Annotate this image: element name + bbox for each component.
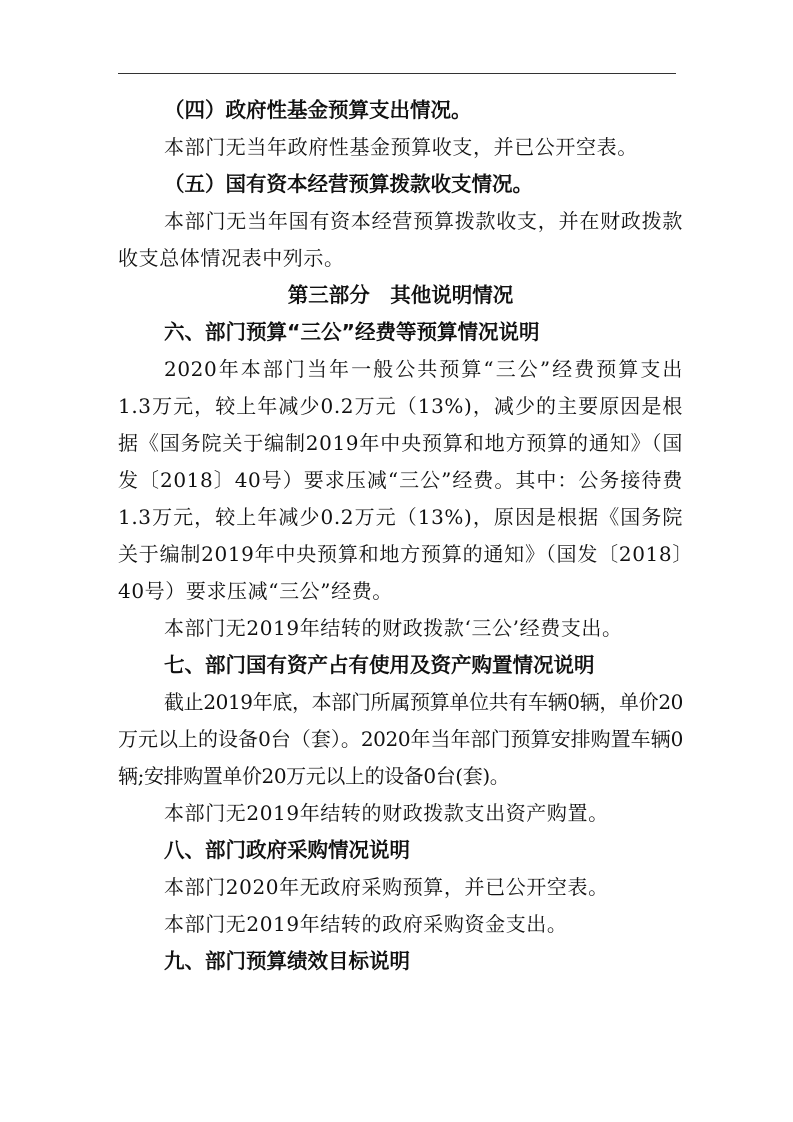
heading-government-fund-expenditure: （四）政府性基金预算支出情况。 (164, 98, 472, 122)
heading-state-assets: 七、部门国有资产占有使用及资产购置情况说明 (164, 653, 595, 677)
heading-government-procurement: 八、部门政府采购情况说明 (164, 838, 410, 862)
paragraph-procurement-carryover: 本部门无2019年结转的政府采购资金支出。 (164, 912, 568, 936)
header-rule (118, 73, 676, 74)
paragraph-vehicles-equipment: 截止2019年底，本部门所属预算单位共有车辆0辆，单价20万元以上的设备0台（套）。2020年当年部门预算安排购置车辆0辆;安排购置单价20万元以上的设备0台(套)。 (118, 690, 683, 788)
paragraph-three-public-carryover: 本部门无2019年结转的财政拨款‘三公’经费支出。 (164, 616, 623, 640)
paragraph-three-public-expenses-detail: 2020年本部门当年一般公共预算“三公”经费预算支出1.3万元，较上年减少0.2万元（13%)，减少的主要原因是根据《国务院关于编制2019年中央预算和地方预算的通知》（国发〔2018〕40号）要求压减“三公”经费。其中：公务接待费1.3万元，较上年减少0.2万元（13%)，原因是根据《国务院关于编制2019年中央预算和地方预算的通知》（国发〔2018〕40号）要求压减“三公”经费。 (118, 357, 683, 603)
paragraph-government-fund-note: 本部门无当年政府性基金预算收支，并已公开空表。 (164, 135, 638, 159)
document-body (118, 92, 683, 980)
heading-performance-goals: 九、部门预算绩效目标说明 (164, 949, 410, 973)
heading-state-capital-budget: （五）国有资本经营预算拨款收支情况。 (164, 172, 533, 196)
section-title-part-three: 第三部分 其他说明情况 (287, 283, 514, 307)
paragraph-procurement-budget: 本部门2020年无政府采购预算，并已公开空表。 (164, 875, 609, 899)
heading-three-public-expenses: 六、部门预算“三公”经费等预算情况说明 (164, 320, 540, 344)
paragraph-asset-purchase-carryover: 本部门无2019年结转的财政拨款支出资产购置。 (164, 801, 609, 825)
paragraph-state-capital-note: 本部门无当年国有资本经营预算拨款收支，并在财政拨款收支总体情况表中列示。 (118, 209, 683, 270)
